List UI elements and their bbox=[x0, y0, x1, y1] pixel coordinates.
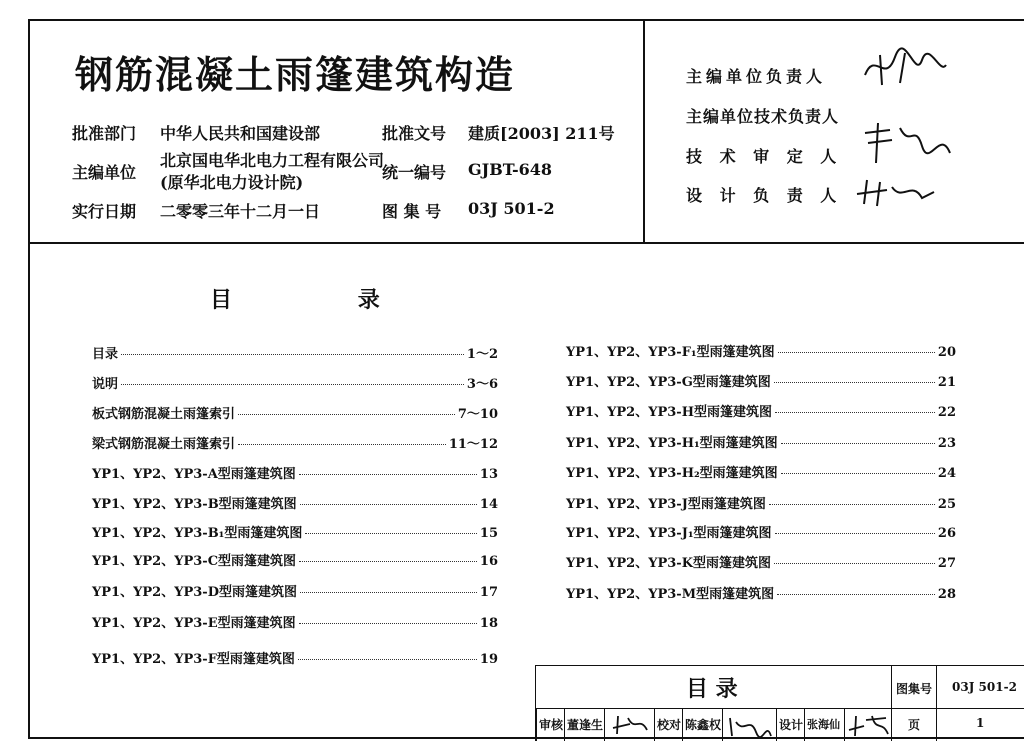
atlas-no-label: 图 集 号 bbox=[382, 202, 442, 221]
toc-heading-char-2: 录 bbox=[357, 288, 380, 313]
signature-role-design-chief: 设 计 负 责 人 bbox=[686, 186, 843, 205]
approve-doc-label: 批准文号 bbox=[382, 124, 447, 143]
design-label: 设计 bbox=[779, 718, 804, 732]
review-label: 审核 bbox=[539, 718, 564, 732]
signature-role-tech-review: 技 术 审 定 人 bbox=[686, 147, 843, 166]
review-name: 董逢生 bbox=[567, 718, 604, 732]
effective-value: 二零零三年十二月一日 bbox=[160, 202, 321, 221]
toc-entry[interactable]: YP1、YP2、YP3-C型雨篷建筑图 16 bbox=[92, 554, 498, 569]
toc-entry[interactable]: 目录 1～2 bbox=[92, 347, 498, 362]
tb-cell-edge bbox=[804, 708, 805, 741]
atlas-label: 图集号 bbox=[896, 682, 933, 696]
document-title: 钢筋混凝土雨篷建筑构造 bbox=[75, 53, 516, 97]
toc-entry[interactable]: YP1、YP2、YP3-F₁型雨篷建筑图 20 bbox=[566, 345, 956, 360]
atlas-no-value: 03J 501-2 bbox=[468, 199, 555, 218]
signature-mark-2 bbox=[860, 118, 955, 168]
toc-entry[interactable]: YP1、YP2、YP3-G型雨篷建筑图 21 bbox=[566, 375, 956, 390]
signature-role-tech-chief: 主编单位技术负责人 bbox=[686, 107, 840, 126]
toc-entry[interactable]: YP1、YP2、YP3-K型雨篷建筑图 27 bbox=[566, 556, 956, 571]
review-signature bbox=[610, 710, 650, 738]
signature-role-chief-unit: 主编单位负责人 bbox=[686, 67, 827, 86]
effective-label: 实行日期 bbox=[72, 202, 137, 221]
page-label: 页 bbox=[908, 718, 921, 732]
toc-entry[interactable]: YP1、YP2、YP3-B型雨篷建筑图 14 bbox=[92, 497, 498, 512]
editor-value-2: (原华北电力设计院) bbox=[160, 173, 304, 192]
title-block-divider bbox=[536, 708, 1024, 709]
approve-doc-value: 建质[2003] 211号 bbox=[468, 124, 615, 143]
tb-cell-edge bbox=[844, 708, 845, 741]
signature-mark-1 bbox=[860, 45, 950, 90]
toc-entry[interactable]: YP1、YP2、YP3-D型雨篷建筑图 17 bbox=[92, 585, 498, 600]
toc-heading bbox=[210, 283, 380, 314]
design-name: 张海仙 bbox=[807, 718, 840, 731]
toc-heading-char-1: 目 bbox=[210, 288, 233, 313]
toc-entry[interactable]: YP1、YP2、YP3-J型雨篷建筑图 25 bbox=[566, 497, 956, 512]
signature-mark-3 bbox=[852, 172, 937, 210]
toc-entry[interactable]: YP1、YP2、YP3-M型雨篷建筑图 28 bbox=[566, 587, 956, 602]
toc-entry[interactable]: 板式钢筋混凝土雨篷索引 7～10 bbox=[92, 407, 498, 422]
check-name: 陈鑫权 bbox=[685, 718, 722, 732]
tb-cell-edge bbox=[682, 708, 683, 741]
title-block-vdivider bbox=[891, 666, 892, 741]
toc-entry[interactable]: YP1、YP2、YP3-A型雨篷建筑图 13 bbox=[92, 467, 498, 482]
atlas-value: 03J 501-2 bbox=[952, 680, 1017, 694]
sheet-title: 目 录 bbox=[686, 677, 738, 702]
approve-dept-value: 中华人民共和国建设部 bbox=[160, 124, 321, 143]
tb-cell-edge bbox=[722, 708, 723, 741]
approve-dept-label: 批准部门 bbox=[72, 124, 137, 143]
tb-cell-edge bbox=[654, 708, 655, 741]
toc-entry[interactable]: YP1、YP2、YP3-H₁型雨篷建筑图 23 bbox=[566, 436, 956, 451]
toc-entry[interactable]: YP1、YP2、YP3-H₂型雨篷建筑图 24 bbox=[566, 466, 956, 481]
tb-cell-edge bbox=[776, 708, 777, 741]
header-divider bbox=[28, 242, 1024, 244]
title-block-vdivider-2 bbox=[936, 666, 937, 741]
toc-entry[interactable]: YP1、YP2、YP3-J₁型雨篷建筑图 26 bbox=[566, 526, 956, 541]
toc-entry[interactable]: 说明 3～6 bbox=[92, 377, 498, 392]
tb-cell-edge bbox=[536, 708, 537, 741]
editor-value-1: 北京国电华北电力工程有限公司 bbox=[160, 151, 385, 170]
tb-cell-edge bbox=[564, 708, 565, 741]
toc-entry[interactable]: YP1、YP2、YP3-B₁型雨篷建筑图 15 bbox=[92, 526, 498, 541]
design-signature bbox=[846, 710, 890, 738]
toc-entry[interactable]: 梁式钢筋混凝土雨篷索引 11～12 bbox=[92, 437, 498, 452]
toc-entry[interactable]: YP1、YP2、YP3-F型雨篷建筑图 19 bbox=[92, 652, 498, 667]
title-block bbox=[535, 665, 1024, 741]
check-label: 校对 bbox=[657, 718, 682, 732]
header-vertical-divider bbox=[643, 19, 645, 243]
toc-entry[interactable]: YP1、YP2、YP3-H型雨篷建筑图 22 bbox=[566, 405, 956, 420]
editor-label: 主编单位 bbox=[72, 163, 137, 182]
tb-cell-edge bbox=[604, 708, 605, 741]
unified-no-label: 统一编号 bbox=[382, 163, 447, 182]
toc-entry[interactable]: YP1、YP2、YP3-E型雨篷建筑图 18 bbox=[92, 616, 498, 631]
page-value: 1 bbox=[976, 716, 985, 730]
check-signature bbox=[726, 710, 774, 740]
unified-no-value: GJBT-648 bbox=[468, 160, 553, 179]
